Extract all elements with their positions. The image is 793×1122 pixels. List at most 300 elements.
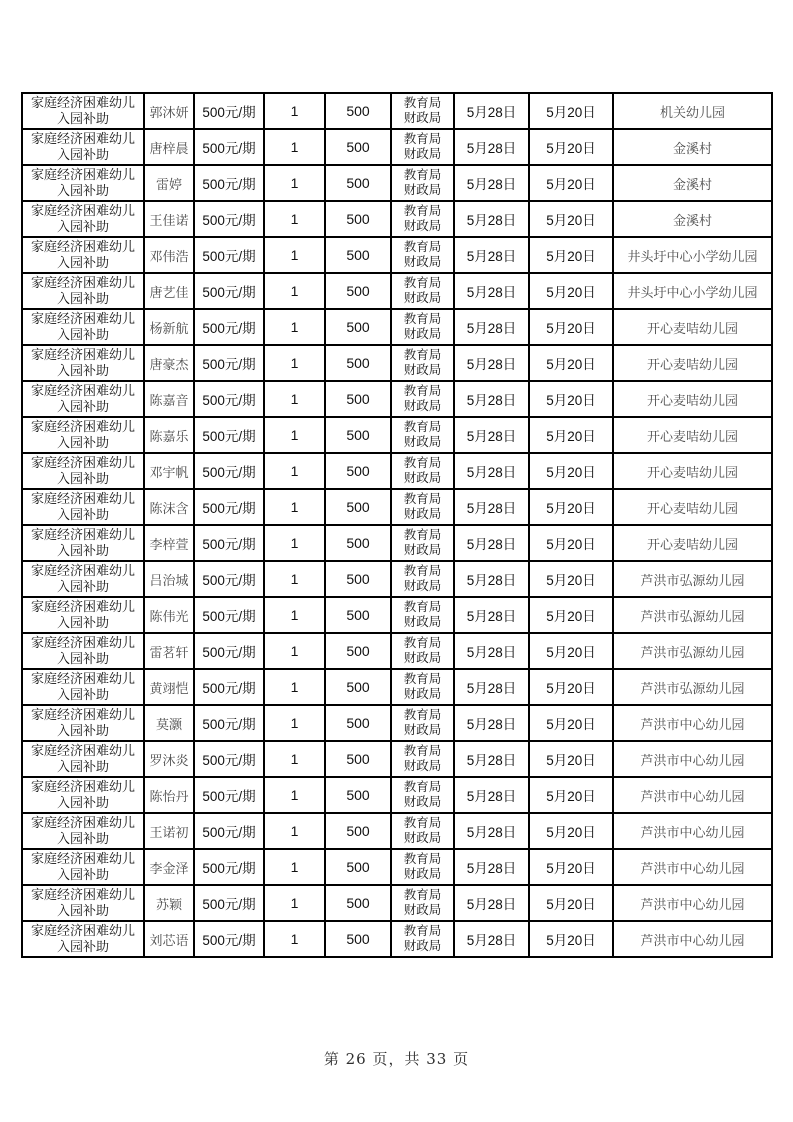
department-line1: 教育局 bbox=[403, 888, 442, 902]
kindergarten-cell: 开心麦咭幼儿园 bbox=[613, 309, 772, 345]
department-line2: 财政局 bbox=[403, 759, 442, 773]
review-date-cell: 5月20日 bbox=[529, 201, 613, 237]
department-line1: 教育局 bbox=[403, 312, 442, 326]
department-line1: 教育局 bbox=[403, 816, 442, 830]
table-row bbox=[22, 741, 772, 777]
amount-cell: 500 bbox=[325, 453, 391, 489]
review-date-cell: 5月20日 bbox=[529, 597, 613, 633]
disbursement-date-cell: 5月28日 bbox=[454, 669, 529, 705]
review-date-cell: 5月20日 bbox=[529, 417, 613, 453]
department-cell bbox=[391, 489, 454, 525]
department-line2: 财政局 bbox=[403, 903, 442, 917]
subsidy-name-cell bbox=[22, 777, 144, 813]
kindergarten-cell: 开心麦咭幼儿园 bbox=[613, 417, 772, 453]
subsidy-name-line2: 入园补助 bbox=[56, 435, 109, 450]
subsidy-name-cell bbox=[22, 561, 144, 597]
count-cell: 1 bbox=[264, 741, 325, 777]
amount-cell: 500 bbox=[325, 525, 391, 561]
disbursement-date-cell: 5月28日 bbox=[454, 165, 529, 201]
kindergarten-cell: 井头圩中心小学幼儿园 bbox=[613, 273, 772, 309]
student-name-cell: 王诺初 bbox=[144, 813, 194, 849]
amount-cell: 500 bbox=[325, 561, 391, 597]
review-date-cell: 5月20日 bbox=[529, 309, 613, 345]
department-line1: 教育局 bbox=[403, 924, 442, 938]
review-date-cell: 5月20日 bbox=[529, 885, 613, 921]
subsidy-name-line1: 家庭经济困难幼儿 bbox=[30, 527, 135, 542]
department-line1: 教育局 bbox=[403, 384, 442, 398]
department-cell bbox=[391, 165, 454, 201]
table-row bbox=[22, 201, 772, 237]
subsidy-name-line2: 入园补助 bbox=[56, 363, 109, 378]
kindergarten-cell: 开心麦咭幼儿园 bbox=[613, 489, 772, 525]
subsidy-name-cell bbox=[22, 525, 144, 561]
review-date-cell: 5月20日 bbox=[529, 921, 613, 957]
subsidy-standard-cell: 500元/期 bbox=[194, 273, 264, 309]
disbursement-date-cell: 5月28日 bbox=[454, 813, 529, 849]
subsidy-name-line1: 家庭经济困难幼儿 bbox=[30, 131, 135, 146]
subsidy-name-line2: 入园补助 bbox=[56, 615, 109, 630]
amount-cell: 500 bbox=[325, 345, 391, 381]
subsidy-table bbox=[21, 92, 773, 958]
department-line1: 教育局 bbox=[403, 492, 442, 506]
department-line1: 教育局 bbox=[403, 204, 442, 218]
page-number-footer: 第 26 页，共 33 页 bbox=[323, 1050, 470, 1068]
kindergarten-cell: 芦洪市中心幼儿园 bbox=[613, 705, 772, 741]
subsidy-name-line2: 入园补助 bbox=[56, 579, 109, 594]
review-date-cell: 5月20日 bbox=[529, 813, 613, 849]
subsidy-name-line2: 入园补助 bbox=[56, 723, 109, 738]
review-date-cell: 5月20日 bbox=[529, 633, 613, 669]
kindergarten-cell: 芦洪市弘源幼儿园 bbox=[613, 669, 772, 705]
review-date-cell: 5月20日 bbox=[529, 345, 613, 381]
department-line1: 教育局 bbox=[403, 168, 442, 182]
disbursement-date-cell: 5月28日 bbox=[454, 525, 529, 561]
student-name-cell: 莫灏 bbox=[144, 705, 194, 741]
kindergarten-cell: 芦洪市弘源幼儿园 bbox=[613, 561, 772, 597]
department-line1: 教育局 bbox=[403, 240, 442, 254]
student-name-cell: 罗沐炎 bbox=[144, 741, 194, 777]
subsidy-standard-cell: 500元/期 bbox=[194, 489, 264, 525]
amount-cell: 500 bbox=[325, 489, 391, 525]
amount-cell: 500 bbox=[325, 885, 391, 921]
subsidy-name-cell bbox=[22, 345, 144, 381]
department-line1: 教育局 bbox=[403, 852, 442, 866]
count-cell: 1 bbox=[264, 813, 325, 849]
department-cell bbox=[391, 381, 454, 417]
subsidy-name-line1: 家庭经济困难幼儿 bbox=[30, 167, 135, 182]
subsidy-name-line2: 入园补助 bbox=[56, 183, 109, 198]
kindergarten-cell: 机关幼儿园 bbox=[613, 93, 772, 129]
amount-cell: 500 bbox=[325, 669, 391, 705]
subsidy-name-cell bbox=[22, 741, 144, 777]
department-line2: 财政局 bbox=[403, 471, 442, 485]
amount-cell: 500 bbox=[325, 201, 391, 237]
student-name-cell: 邓宇帆 bbox=[144, 453, 194, 489]
subsidy-name-line1: 家庭经济困难幼儿 bbox=[30, 203, 135, 218]
count-cell: 1 bbox=[264, 129, 325, 165]
department-line1: 教育局 bbox=[403, 600, 442, 614]
subsidy-name-line1: 家庭经济困难幼儿 bbox=[30, 419, 135, 434]
department-line2: 财政局 bbox=[403, 255, 442, 269]
department-line2: 财政局 bbox=[403, 867, 442, 881]
subsidy-name-cell bbox=[22, 165, 144, 201]
count-cell: 1 bbox=[264, 165, 325, 201]
table-row bbox=[22, 129, 772, 165]
subsidy-standard-cell: 500元/期 bbox=[194, 813, 264, 849]
subsidy-standard-cell: 500元/期 bbox=[194, 345, 264, 381]
department-line1: 教育局 bbox=[403, 420, 442, 434]
subsidy-name-line2: 入园补助 bbox=[56, 759, 109, 774]
table-row bbox=[22, 273, 772, 309]
subsidy-name-cell bbox=[22, 129, 144, 165]
subsidy-name-line1: 家庭经济困难幼儿 bbox=[30, 95, 135, 110]
review-date-cell: 5月20日 bbox=[529, 237, 613, 273]
student-name-cell: 王佳诺 bbox=[144, 201, 194, 237]
department-cell bbox=[391, 921, 454, 957]
subsidy-standard-cell: 500元/期 bbox=[194, 525, 264, 561]
amount-cell: 500 bbox=[325, 381, 391, 417]
subsidy-name-cell bbox=[22, 885, 144, 921]
department-cell bbox=[391, 309, 454, 345]
subsidy-name-line1: 家庭经济困难幼儿 bbox=[30, 275, 135, 290]
subsidy-name-line2: 入园补助 bbox=[56, 471, 109, 486]
subsidy-standard-cell: 500元/期 bbox=[194, 849, 264, 885]
subsidy-name-line2: 入园补助 bbox=[56, 255, 109, 270]
subsidy-name-cell bbox=[22, 453, 144, 489]
table-row bbox=[22, 453, 772, 489]
subsidy-standard-cell: 500元/期 bbox=[194, 453, 264, 489]
amount-cell: 500 bbox=[325, 165, 391, 201]
table-row bbox=[22, 921, 772, 957]
amount-cell: 500 bbox=[325, 273, 391, 309]
table-row bbox=[22, 237, 772, 273]
disbursement-date-cell: 5月28日 bbox=[454, 93, 529, 129]
kindergarten-cell: 金溪村 bbox=[613, 165, 772, 201]
subsidy-name-line2: 入园补助 bbox=[56, 111, 109, 126]
subsidy-name-line2: 入园补助 bbox=[56, 147, 109, 162]
kindergarten-cell: 开心麦咭幼儿园 bbox=[613, 453, 772, 489]
subsidy-name-cell bbox=[22, 849, 144, 885]
count-cell: 1 bbox=[264, 489, 325, 525]
review-date-cell: 5月20日 bbox=[529, 381, 613, 417]
subsidy-name-line2: 入园补助 bbox=[56, 687, 109, 702]
amount-cell: 500 bbox=[325, 813, 391, 849]
department-line1: 教育局 bbox=[403, 672, 442, 686]
count-cell: 1 bbox=[264, 633, 325, 669]
department-cell bbox=[391, 417, 454, 453]
review-date-cell: 5月20日 bbox=[529, 273, 613, 309]
subsidy-standard-cell: 500元/期 bbox=[194, 417, 264, 453]
subsidy-standard-cell: 500元/期 bbox=[194, 381, 264, 417]
department-cell bbox=[391, 345, 454, 381]
department-line2: 财政局 bbox=[403, 543, 442, 557]
subsidy-name-cell bbox=[22, 417, 144, 453]
review-date-cell: 5月20日 bbox=[529, 777, 613, 813]
subsidy-name-cell bbox=[22, 489, 144, 525]
subsidy-name-line1: 家庭经济困难幼儿 bbox=[30, 239, 135, 254]
subsidy-standard-cell: 500元/期 bbox=[194, 93, 264, 129]
department-line1: 教育局 bbox=[403, 780, 442, 794]
kindergarten-cell: 金溪村 bbox=[613, 201, 772, 237]
amount-cell: 500 bbox=[325, 129, 391, 165]
department-line2: 财政局 bbox=[403, 435, 442, 449]
count-cell: 1 bbox=[264, 273, 325, 309]
subsidy-name-cell bbox=[22, 201, 144, 237]
department-cell bbox=[391, 129, 454, 165]
department-cell bbox=[391, 93, 454, 129]
student-name-cell: 陈伟光 bbox=[144, 597, 194, 633]
table-row bbox=[22, 345, 772, 381]
disbursement-date-cell: 5月28日 bbox=[454, 849, 529, 885]
count-cell: 1 bbox=[264, 705, 325, 741]
student-name-cell: 唐豪杰 bbox=[144, 345, 194, 381]
department-line1: 教育局 bbox=[403, 132, 442, 146]
kindergarten-cell: 开心麦咭幼儿园 bbox=[613, 525, 772, 561]
count-cell: 1 bbox=[264, 921, 325, 957]
count-cell: 1 bbox=[264, 93, 325, 129]
review-date-cell: 5月20日 bbox=[529, 489, 613, 525]
count-cell: 1 bbox=[264, 669, 325, 705]
kindergarten-cell: 芦洪市中心幼儿园 bbox=[613, 885, 772, 921]
disbursement-date-cell: 5月28日 bbox=[454, 309, 529, 345]
department-line1: 教育局 bbox=[403, 744, 442, 758]
department-line2: 财政局 bbox=[403, 651, 442, 665]
subsidy-standard-cell: 500元/期 bbox=[194, 741, 264, 777]
amount-cell: 500 bbox=[325, 417, 391, 453]
department-cell bbox=[391, 201, 454, 237]
subsidy-standard-cell: 500元/期 bbox=[194, 237, 264, 273]
kindergarten-cell: 芦洪市中心幼儿园 bbox=[613, 741, 772, 777]
count-cell: 1 bbox=[264, 849, 325, 885]
subsidy-name-line2: 入园补助 bbox=[56, 651, 109, 666]
table-row bbox=[22, 381, 772, 417]
review-date-cell: 5月20日 bbox=[529, 165, 613, 201]
amount-cell: 500 bbox=[325, 921, 391, 957]
table-row bbox=[22, 705, 772, 741]
disbursement-date-cell: 5月28日 bbox=[454, 561, 529, 597]
subsidy-standard-cell: 500元/期 bbox=[194, 633, 264, 669]
student-name-cell: 邓伟浩 bbox=[144, 237, 194, 273]
disbursement-date-cell: 5月28日 bbox=[454, 417, 529, 453]
student-name-cell: 陈嘉乐 bbox=[144, 417, 194, 453]
student-name-cell: 陈怡丹 bbox=[144, 777, 194, 813]
subsidy-standard-cell: 500元/期 bbox=[194, 201, 264, 237]
subsidy-name-line1: 家庭经济困难幼儿 bbox=[30, 851, 135, 866]
subsidy-name-line2: 入园补助 bbox=[56, 219, 109, 234]
subsidy-name-line1: 家庭经济困难幼儿 bbox=[30, 887, 135, 902]
amount-cell: 500 bbox=[325, 597, 391, 633]
review-date-cell: 5月20日 bbox=[529, 741, 613, 777]
table-row bbox=[22, 777, 772, 813]
department-line2: 财政局 bbox=[403, 939, 442, 953]
student-name-cell: 吕治城 bbox=[144, 561, 194, 597]
subsidy-name-cell bbox=[22, 669, 144, 705]
review-date-cell: 5月20日 bbox=[529, 669, 613, 705]
department-cell bbox=[391, 597, 454, 633]
subsidy-name-line2: 入园补助 bbox=[56, 939, 109, 954]
subsidy-name-line2: 入园补助 bbox=[56, 831, 109, 846]
table-row bbox=[22, 597, 772, 633]
subsidy-standard-cell: 500元/期 bbox=[194, 129, 264, 165]
subsidy-name-line1: 家庭经济困难幼儿 bbox=[30, 563, 135, 578]
student-name-cell: 李梓萱 bbox=[144, 525, 194, 561]
subsidy-name-line2: 入园补助 bbox=[56, 327, 109, 342]
student-name-cell: 雷茗轩 bbox=[144, 633, 194, 669]
student-name-cell: 陈嘉音 bbox=[144, 381, 194, 417]
department-line2: 财政局 bbox=[403, 831, 442, 845]
subsidy-name-line1: 家庭经济困难幼儿 bbox=[30, 707, 135, 722]
count-cell: 1 bbox=[264, 237, 325, 273]
kindergarten-cell: 芦洪市弘源幼儿园 bbox=[613, 633, 772, 669]
subsidy-name-line1: 家庭经济困难幼儿 bbox=[30, 383, 135, 398]
review-date-cell: 5月20日 bbox=[529, 705, 613, 741]
disbursement-date-cell: 5月28日 bbox=[454, 453, 529, 489]
kindergarten-cell: 井头圩中心小学幼儿园 bbox=[613, 237, 772, 273]
table-row bbox=[22, 165, 772, 201]
subsidy-name-line1: 家庭经济困难幼儿 bbox=[30, 923, 135, 938]
table-row bbox=[22, 849, 772, 885]
subsidy-name-line1: 家庭经济困难幼儿 bbox=[30, 491, 135, 506]
table-row bbox=[22, 525, 772, 561]
subsidy-standard-cell: 500元/期 bbox=[194, 309, 264, 345]
count-cell: 1 bbox=[264, 453, 325, 489]
count-cell: 1 bbox=[264, 885, 325, 921]
student-name-cell: 郭沐妍 bbox=[144, 93, 194, 129]
count-cell: 1 bbox=[264, 561, 325, 597]
subsidy-name-cell bbox=[22, 633, 144, 669]
disbursement-date-cell: 5月28日 bbox=[454, 489, 529, 525]
department-line1: 教育局 bbox=[403, 708, 442, 722]
subsidy-name-cell bbox=[22, 273, 144, 309]
subsidy-name-line1: 家庭经济困难幼儿 bbox=[30, 599, 135, 614]
table-body bbox=[22, 93, 772, 957]
department-cell bbox=[391, 777, 454, 813]
subsidy-standard-cell: 500元/期 bbox=[194, 165, 264, 201]
kindergarten-cell: 开心麦咭幼儿园 bbox=[613, 345, 772, 381]
review-date-cell: 5月20日 bbox=[529, 93, 613, 129]
table-row bbox=[22, 813, 772, 849]
subsidy-name-cell bbox=[22, 813, 144, 849]
department-line2: 财政局 bbox=[403, 219, 442, 233]
department-line1: 教育局 bbox=[403, 636, 442, 650]
count-cell: 1 bbox=[264, 525, 325, 561]
department-cell bbox=[391, 525, 454, 561]
student-name-cell: 陈沫含 bbox=[144, 489, 194, 525]
subsidy-name-cell bbox=[22, 381, 144, 417]
department-cell bbox=[391, 705, 454, 741]
department-line2: 财政局 bbox=[403, 399, 442, 413]
student-name-cell: 苏颖 bbox=[144, 885, 194, 921]
subsidy-standard-cell: 500元/期 bbox=[194, 705, 264, 741]
subsidy-name-cell bbox=[22, 705, 144, 741]
subsidy-name-line1: 家庭经济困难幼儿 bbox=[30, 347, 135, 362]
disbursement-date-cell: 5月28日 bbox=[454, 273, 529, 309]
department-line2: 财政局 bbox=[403, 147, 442, 161]
student-name-cell: 李金泽 bbox=[144, 849, 194, 885]
department-line2: 财政局 bbox=[403, 183, 442, 197]
kindergarten-cell: 芦洪市中心幼儿园 bbox=[613, 777, 772, 813]
department-line2: 财政局 bbox=[403, 507, 442, 521]
kindergarten-cell: 芦洪市中心幼儿园 bbox=[613, 813, 772, 849]
department-line2: 财政局 bbox=[403, 327, 442, 341]
subsidy-name-line1: 家庭经济困难幼儿 bbox=[30, 311, 135, 326]
disbursement-date-cell: 5月28日 bbox=[454, 741, 529, 777]
student-name-cell: 刘芯语 bbox=[144, 921, 194, 957]
disbursement-date-cell: 5月28日 bbox=[454, 921, 529, 957]
department-line2: 财政局 bbox=[403, 687, 442, 701]
subsidy-name-line2: 入园补助 bbox=[56, 291, 109, 306]
disbursement-date-cell: 5月28日 bbox=[454, 885, 529, 921]
subsidy-name-line2: 入园补助 bbox=[56, 795, 109, 810]
kindergarten-cell: 芦洪市弘源幼儿园 bbox=[613, 597, 772, 633]
kindergarten-cell: 开心麦咭幼儿园 bbox=[613, 381, 772, 417]
amount-cell: 500 bbox=[325, 309, 391, 345]
subsidy-name-line2: 入园补助 bbox=[56, 867, 109, 882]
disbursement-date-cell: 5月28日 bbox=[454, 201, 529, 237]
subsidy-name-line1: 家庭经济困难幼儿 bbox=[30, 635, 135, 650]
subsidy-name-line2: 入园补助 bbox=[56, 543, 109, 558]
amount-cell: 500 bbox=[325, 237, 391, 273]
department-cell bbox=[391, 885, 454, 921]
disbursement-date-cell: 5月28日 bbox=[454, 237, 529, 273]
department-line1: 教育局 bbox=[403, 564, 442, 578]
table-row bbox=[22, 309, 772, 345]
subsidy-name-cell bbox=[22, 309, 144, 345]
department-line1: 教育局 bbox=[403, 96, 442, 110]
subsidy-name-line2: 入园补助 bbox=[56, 507, 109, 522]
amount-cell: 500 bbox=[325, 633, 391, 669]
student-name-cell: 黄翊恺 bbox=[144, 669, 194, 705]
subsidy-standard-cell: 500元/期 bbox=[194, 597, 264, 633]
disbursement-date-cell: 5月28日 bbox=[454, 633, 529, 669]
table-row bbox=[22, 417, 772, 453]
disbursement-date-cell: 5月28日 bbox=[454, 381, 529, 417]
review-date-cell: 5月20日 bbox=[529, 561, 613, 597]
department-line2: 财政局 bbox=[403, 795, 442, 809]
subsidy-name-line1: 家庭经济困难幼儿 bbox=[30, 815, 135, 830]
subsidy-name-line1: 家庭经济困难幼儿 bbox=[30, 743, 135, 758]
count-cell: 1 bbox=[264, 381, 325, 417]
table-row bbox=[22, 489, 772, 525]
subsidy-standard-cell: 500元/期 bbox=[194, 561, 264, 597]
subsidy-name-cell bbox=[22, 237, 144, 273]
department-line2: 财政局 bbox=[403, 615, 442, 629]
disbursement-date-cell: 5月28日 bbox=[454, 345, 529, 381]
count-cell: 1 bbox=[264, 777, 325, 813]
table-row bbox=[22, 93, 772, 129]
department-cell bbox=[391, 561, 454, 597]
department-line1: 教育局 bbox=[403, 528, 442, 542]
amount-cell: 500 bbox=[325, 741, 391, 777]
student-name-cell: 雷婷 bbox=[144, 165, 194, 201]
count-cell: 1 bbox=[264, 201, 325, 237]
student-name-cell: 唐艺佳 bbox=[144, 273, 194, 309]
department-line2: 财政局 bbox=[403, 111, 442, 125]
amount-cell: 500 bbox=[325, 849, 391, 885]
kindergarten-cell: 芦洪市中心幼儿园 bbox=[613, 849, 772, 885]
subsidy-name-cell bbox=[22, 921, 144, 957]
count-cell: 1 bbox=[264, 309, 325, 345]
department-line2: 财政局 bbox=[403, 363, 442, 377]
disbursement-date-cell: 5月28日 bbox=[454, 597, 529, 633]
subsidy-name-line1: 家庭经济困难幼儿 bbox=[30, 779, 135, 794]
subsidy-name-line2: 入园补助 bbox=[56, 903, 109, 918]
amount-cell: 500 bbox=[325, 777, 391, 813]
subsidy-standard-cell: 500元/期 bbox=[194, 885, 264, 921]
department-cell bbox=[391, 633, 454, 669]
table-row bbox=[22, 885, 772, 921]
kindergarten-cell: 金溪村 bbox=[613, 129, 772, 165]
